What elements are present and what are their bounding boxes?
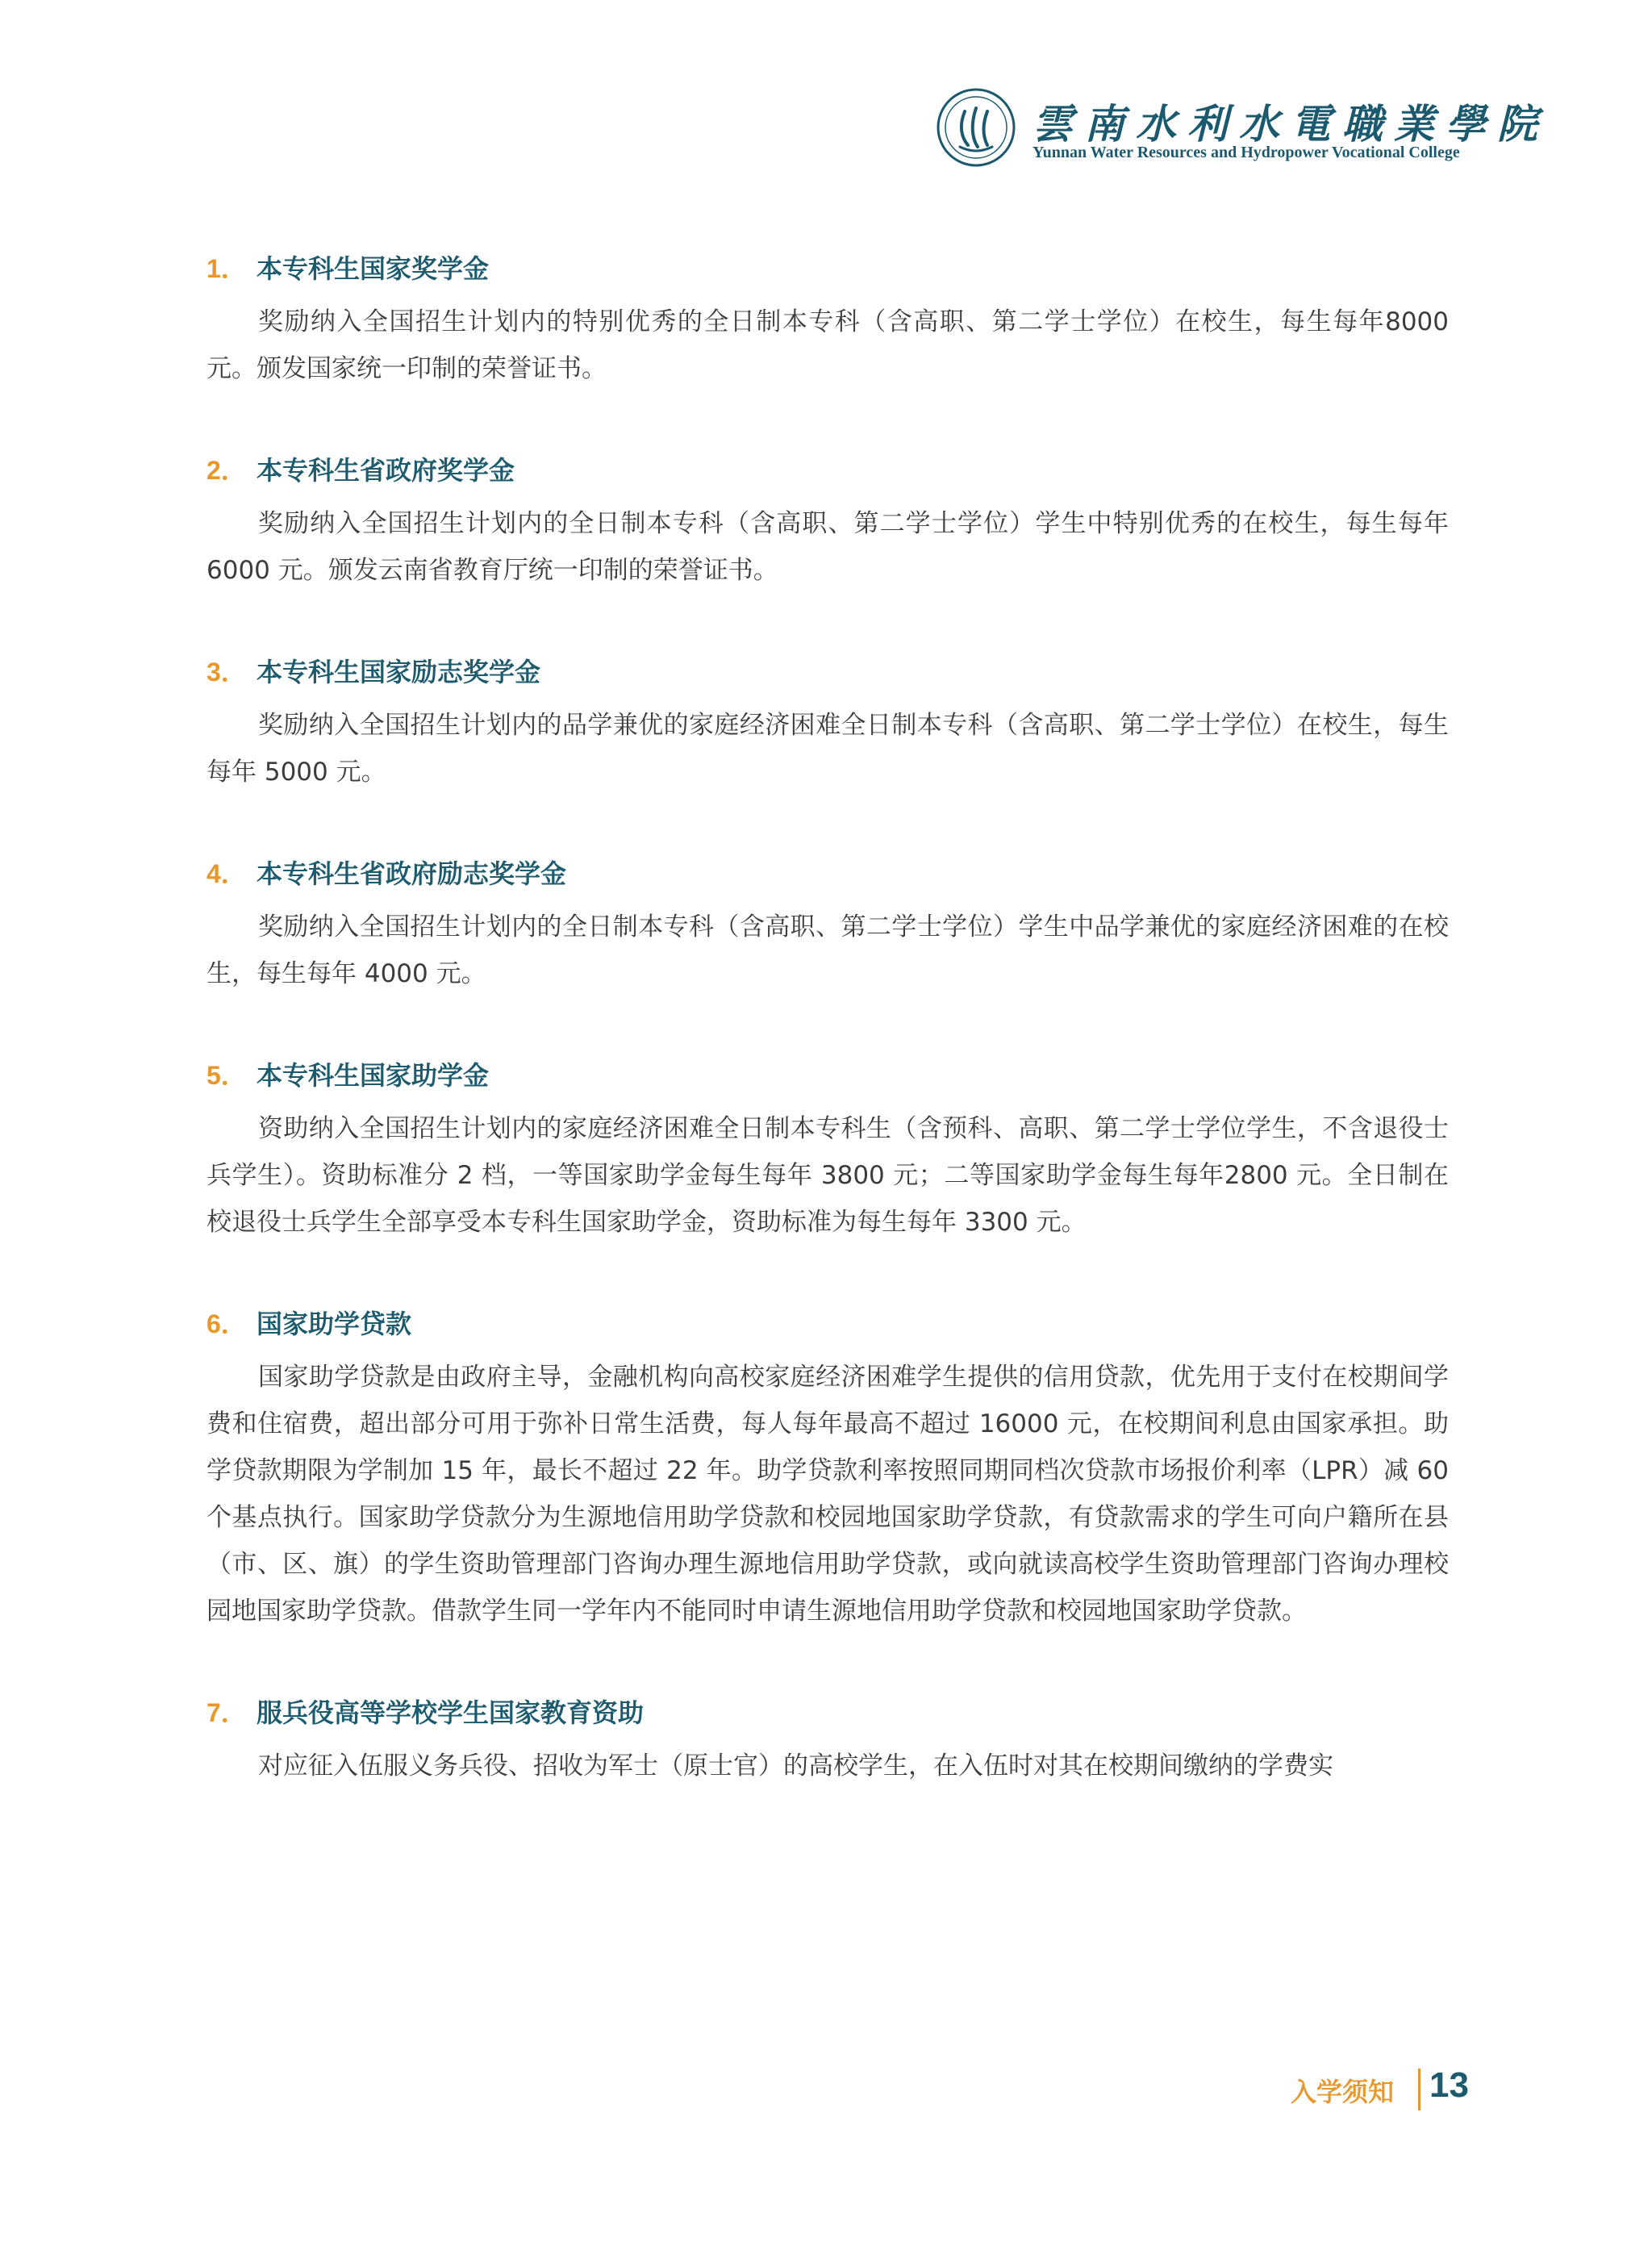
section-title: 本专科生省政府奖学金	[257, 455, 515, 486]
section-provincial-scholarship	[206, 452, 1449, 594]
section-national-encouragement-scholarship	[206, 653, 1449, 795]
section-number: 4．	[206, 859, 247, 888]
section-number: 2．	[206, 456, 247, 485]
section-paragraph: 奖励纳入全国招生计划内的全日制本专科（含高职、第二学士学位）学生中品学兼优的家庭经济困难的在校生，每生每年 4000 元。	[206, 912, 1449, 988]
section-heading	[206, 653, 1449, 691]
section-number: 6．	[206, 1309, 247, 1338]
section-paragraph: 奖励纳入全国招生计划内的特别优秀的全日制本专科（含高职、第二学士学位）在校生，每生每年8000 元。颁发国家统一印制的荣誉证书。	[206, 307, 1449, 383]
page-footer	[1291, 2065, 1476, 2114]
section-title: 本专科生国家奖学金	[257, 253, 490, 284]
college-logo	[936, 87, 1549, 168]
section-national-grant	[206, 1057, 1449, 1246]
section-paragraph: 资助纳入全国招生计划内的家庭经济困难全日制本专科生（含预科、高职、第二学士学位学生，不含退役士兵学生）。资助标准分 2 档，一等国家助学金每生每年 3800 元；二等国家助学金每生每年2800 元。全日制在校退役士兵学生全部享受本专科生国家助学金，资助标准为每生每年 3300 元。	[206, 1114, 1449, 1237]
section-heading	[206, 250, 1449, 287]
section-paragraph: 国家助学贷款是由政府主导，金融机构向高校家庭经济困难学生提供的信用贷款，优先用于支付在校期间学费和住宿费，超出部分可用于弥补日常生活费，每人每年最高不超过 16000 元，在校期间利息由国家承担。助学贷款期限为学制加 15 年，最长不超过 22 年。助学贷款利率按照同期同档次贷款市场报价利率（LPR）减 60 个基点执行。国家助学贷款分为生源地信用助学贷款和校园地国家助学贷款，有贷款需求的学生可向户籍所在县（市、区、旗）的学生资助管理部门咨询办理生源地信用助学贷款，或向就读高校学生资助管理部门咨询办理校园地国家助学贷款。借款学生同一学年内不能同时申请生源地信用助学贷款和校园地国家助学贷款。	[206, 1363, 1449, 1626]
section-number: 3．	[206, 658, 247, 687]
section-heading	[206, 1694, 1449, 1731]
section-title: 国家助学贷款	[257, 1309, 412, 1339]
section-number: 1．	[206, 254, 247, 283]
section-paragraph: 奖励纳入全国招生计划内的全日制本专科（含高职、第二学士学位）学生中特别优秀的在校生，每生每年 6000 元。颁发云南省教育厅统一印制的荣誉证书。	[206, 509, 1449, 585]
section-student-loan	[206, 1305, 1449, 1635]
section-paragraph: 对应征入伍服义务兵役、招收为军士（原士官）的高校学生，在入伍时对其在校期间缴纳的学费实	[258, 1751, 1333, 1781]
section-heading	[206, 1057, 1449, 1094]
content-body	[206, 250, 1449, 1789]
footer-section-label: 入学须知	[1291, 2077, 1395, 2107]
section-provincial-encouragement-scholarship	[206, 855, 1449, 997]
section-heading	[206, 855, 1449, 892]
section-title: 本专科生省政府励志奖学金	[257, 858, 567, 889]
section-number: 5．	[206, 1061, 247, 1090]
section-national-scholarship	[206, 250, 1449, 392]
footer-divider	[1418, 2069, 1420, 2110]
section-title: 本专科生国家励志奖学金	[257, 657, 541, 687]
section-title: 服兵役高等学校学生国家教育资助	[257, 1697, 645, 1728]
section-heading	[206, 452, 1449, 489]
section-paragraph: 奖励纳入全国招生计划内的品学兼优的家庭经济困难全日制本专科（含高职、第二学士学位）在校生，每生每年 5000 元。	[206, 711, 1449, 787]
section-heading	[206, 1305, 1449, 1342]
section-title: 本专科生国家助学金	[257, 1060, 490, 1091]
section-military-service-aid	[206, 1694, 1449, 1789]
college-name-cn: 雲南水利水電職業學院	[1032, 100, 1549, 148]
college-seal-icon	[936, 87, 1016, 168]
section-number: 7．	[206, 1698, 247, 1727]
page-number: 13	[1429, 2065, 1469, 2105]
college-name-en: Yunnan Water Resources and Hydropower Vocational College	[1032, 144, 1460, 161]
